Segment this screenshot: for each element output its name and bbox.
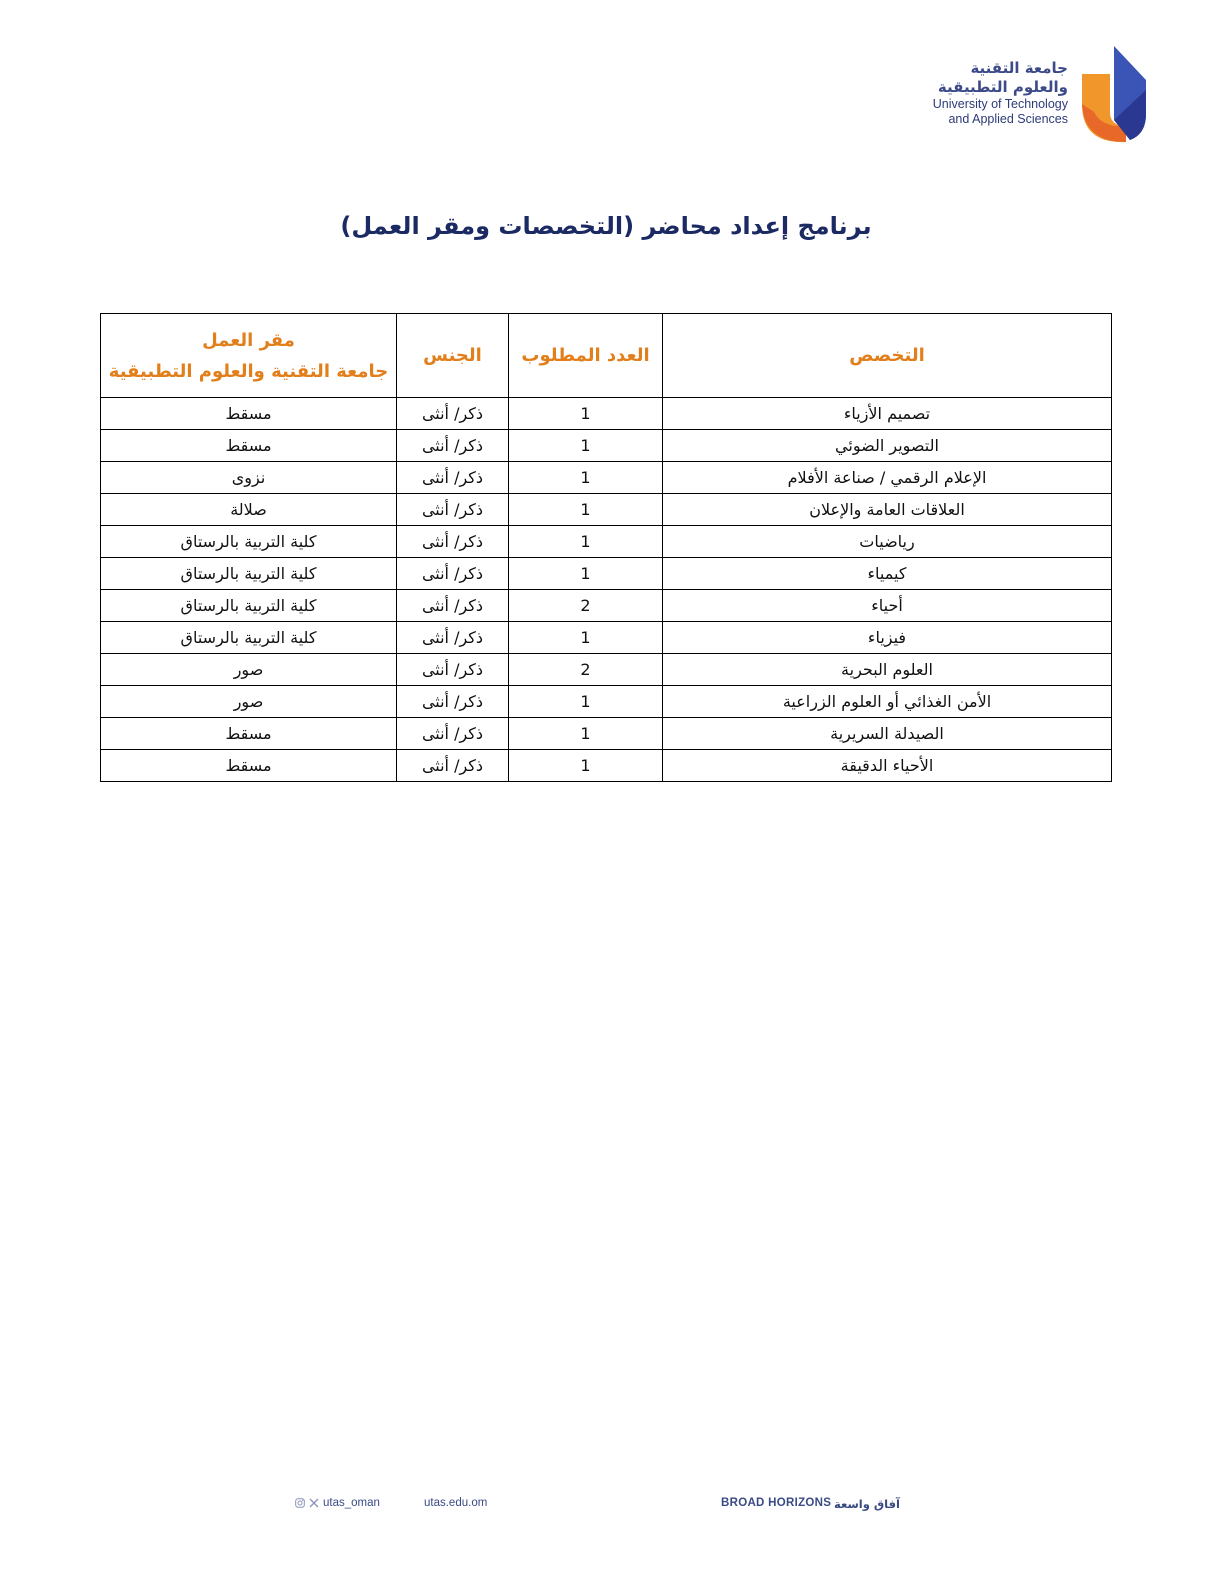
logo-text <box>933 59 1068 127</box>
table-row <box>101 494 1112 526</box>
cell-count: 1 <box>509 558 663 590</box>
cell-gender: ذكر/ أنثى <box>397 526 509 558</box>
cell-location: مسقط <box>101 718 397 750</box>
cell-specialization: الصيدلة السريرية <box>663 718 1112 750</box>
utas-logo-icon <box>1080 42 1148 144</box>
table-row <box>101 686 1112 718</box>
specializations-table <box>100 313 1112 782</box>
cell-count: 1 <box>509 462 663 494</box>
footer-slogan-arabic: آفاق واسعة <box>834 1497 900 1511</box>
cell-location: مسقط <box>101 750 397 782</box>
cell-count: 1 <box>509 622 663 654</box>
cell-count: 2 <box>509 590 663 622</box>
cell-location: صلالة <box>101 494 397 526</box>
cell-gender: ذكر/ أنثى <box>397 654 509 686</box>
cell-location: كلية التربية بالرستاق <box>101 558 397 590</box>
cell-count: 2 <box>509 654 663 686</box>
cell-count: 1 <box>509 718 663 750</box>
table-row <box>101 526 1112 558</box>
logo-arabic-line1: جامعة التقنية <box>970 59 1068 77</box>
cell-gender: ذكر/ أنثى <box>397 398 509 430</box>
cell-location: كلية التربية بالرستاق <box>101 590 397 622</box>
header-workplace-line1: مقر العمل <box>202 329 295 351</box>
cell-gender: ذكر/ أنثى <box>397 590 509 622</box>
cell-location: مسقط <box>101 430 397 462</box>
cell-specialization: الإعلام الرقمي / صناعة الأفلام <box>663 462 1112 494</box>
header-workplace-line2: جامعة التقنية والعلوم التطبيقية <box>108 360 389 382</box>
cell-count: 1 <box>509 430 663 462</box>
header-required-count: العدد المطلوب <box>509 314 663 398</box>
cell-gender: ذكر/ أنثى <box>397 718 509 750</box>
cell-count: 1 <box>509 398 663 430</box>
cell-gender: ذكر/ أنثى <box>397 462 509 494</box>
cell-specialization: رياضيات <box>663 526 1112 558</box>
cell-specialization: العلوم البحرية <box>663 654 1112 686</box>
cell-specialization: العلاقات العامة والإعلان <box>663 494 1112 526</box>
page-footer <box>0 1497 1224 1517</box>
cell-gender: ذكر/ أنثى <box>397 750 509 782</box>
x-icon[interactable] <box>309 1498 319 1508</box>
university-logo <box>933 42 1148 144</box>
cell-gender: ذكر/ أنثى <box>397 686 509 718</box>
cell-location: صور <box>101 654 397 686</box>
cell-count: 1 <box>509 750 663 782</box>
cell-gender: ذكر/ أنثى <box>397 430 509 462</box>
logo-english-line2: and Applied Sciences <box>948 112 1068 126</box>
cell-gender: ذكر/ أنثى <box>397 494 509 526</box>
header-workplace <box>101 314 397 398</box>
footer-slogan-english: BROAD HORIZONS <box>721 1497 832 1509</box>
table-row <box>101 654 1112 686</box>
cell-gender: ذكر/ أنثى <box>397 622 509 654</box>
table-row <box>101 622 1112 654</box>
cell-count: 1 <box>509 494 663 526</box>
footer-social-handle[interactable]: utas_oman <box>323 1497 380 1509</box>
header-specialization: التخصص <box>663 314 1112 398</box>
table-row <box>101 558 1112 590</box>
table-row <box>101 462 1112 494</box>
footer-website-link[interactable]: utas.edu.om <box>424 1497 488 1509</box>
cell-specialization: الأحياء الدقيقة <box>663 750 1112 782</box>
table-row <box>101 430 1112 462</box>
cell-location: كلية التربية بالرستاق <box>101 526 397 558</box>
cell-location: نزوى <box>101 462 397 494</box>
cell-specialization: أحياء <box>663 590 1112 622</box>
table-header-row <box>101 314 1112 398</box>
logo-english-line1: University of Technology <box>932 97 1068 111</box>
cell-specialization: الأمن الغذائي أو العلوم الزراعية <box>663 686 1112 718</box>
cell-count: 1 <box>509 686 663 718</box>
instagram-icon[interactable] <box>295 1498 305 1508</box>
cell-specialization: تصميم الأزياء <box>663 398 1112 430</box>
cell-gender: ذكر/ أنثى <box>397 558 509 590</box>
cell-count: 1 <box>509 526 663 558</box>
logo-arabic-line2: والعلوم التطبيقية <box>937 78 1068 96</box>
table-row <box>101 398 1112 430</box>
document-title: برنامج إعداد محاضر (التخصصات ومقر العمل) <box>340 212 872 240</box>
cell-specialization: التصوير الضوئي <box>663 430 1112 462</box>
cell-specialization: كيمياء <box>663 558 1112 590</box>
footer-social <box>295 1497 380 1509</box>
table-row <box>101 718 1112 750</box>
table-row <box>101 590 1112 622</box>
cell-specialization: فيزياء <box>663 622 1112 654</box>
table-row <box>101 750 1112 782</box>
cell-location: كلية التربية بالرستاق <box>101 622 397 654</box>
cell-location: مسقط <box>101 398 397 430</box>
cell-location: صور <box>101 686 397 718</box>
header-gender: الجنس <box>397 314 509 398</box>
